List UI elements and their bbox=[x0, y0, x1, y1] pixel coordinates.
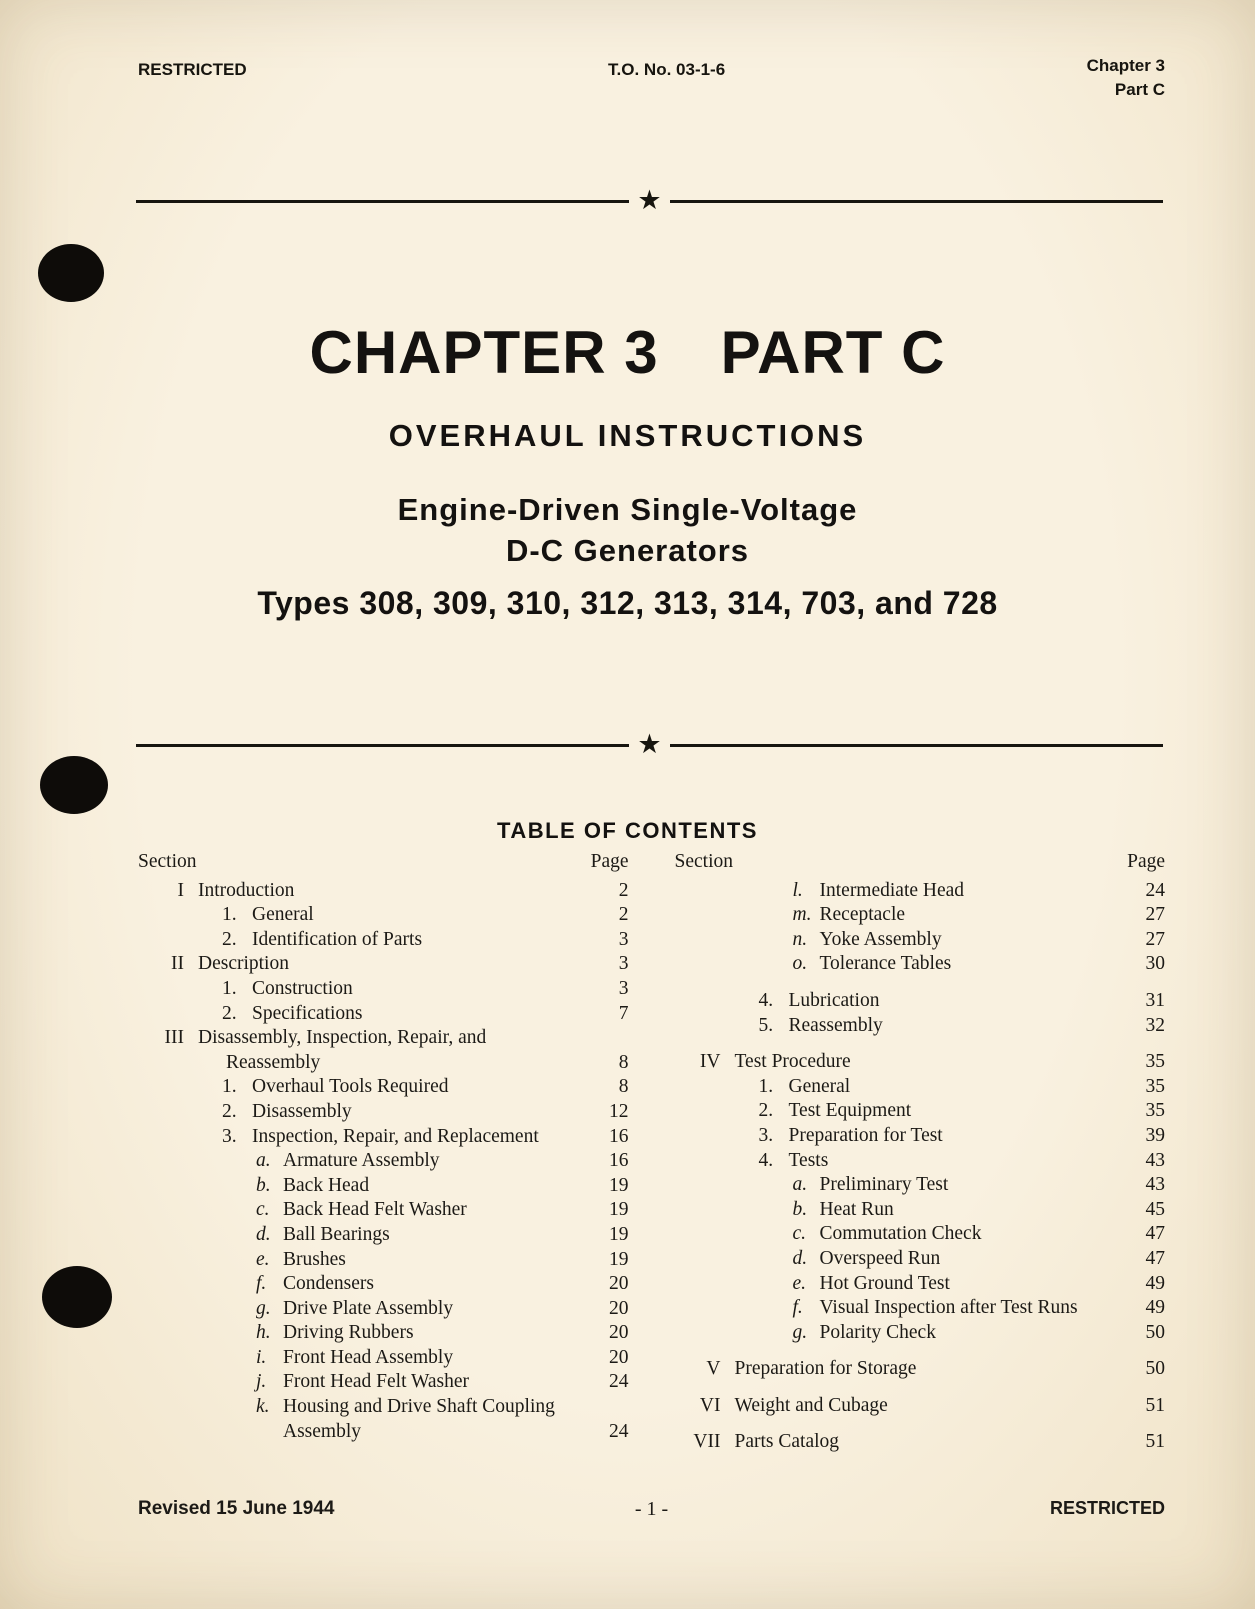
toc-entry-page: 2 bbox=[618, 879, 629, 901]
toc-entry-page: 20 bbox=[609, 1273, 629, 1295]
toc-entry-page: 35 bbox=[1145, 1051, 1165, 1073]
toc-entry-page: 20 bbox=[609, 1297, 629, 1319]
toc-entry-page: 35 bbox=[1145, 1075, 1165, 1097]
toc-entry-number: I bbox=[177, 879, 184, 901]
toc-entry-number: b. bbox=[792, 1198, 808, 1220]
punch-hole bbox=[40, 756, 108, 814]
toc-entry bbox=[675, 989, 1166, 1014]
toc-section-header: Section bbox=[138, 851, 197, 872]
toc-entry bbox=[138, 1395, 629, 1420]
toc-entry bbox=[675, 1321, 1166, 1346]
chapter-title-left: CHAPTER 3 bbox=[309, 319, 659, 386]
toc-entry-number: 3. bbox=[758, 1124, 774, 1146]
toc-entry-number: 3. bbox=[222, 1125, 237, 1147]
toc-entry-label: Preparation for Storage bbox=[734, 1358, 917, 1380]
toc-entry-number: h. bbox=[256, 1322, 271, 1344]
toc-entry-number: g. bbox=[256, 1297, 271, 1319]
toc-entry bbox=[138, 903, 629, 928]
toc-entry-page: 19 bbox=[609, 1199, 629, 1221]
toc-entry-number: c. bbox=[256, 1199, 270, 1221]
divider-middle bbox=[136, 729, 1163, 759]
toc-entry bbox=[138, 1075, 629, 1100]
toc-entry bbox=[675, 1099, 1166, 1124]
toc-entry bbox=[675, 1272, 1166, 1297]
equipment-title-line2: D-C Generators bbox=[505, 533, 750, 568]
toc-entry-label: Ball Bearings bbox=[283, 1223, 390, 1245]
toc-entry-label: Front Head Felt Washer bbox=[283, 1371, 469, 1393]
toc-entry-number: 1. bbox=[222, 1076, 237, 1098]
toc-entry bbox=[138, 1026, 629, 1051]
toc-entry-label: Tolerance Tables bbox=[819, 953, 952, 975]
toc-entry bbox=[138, 1272, 629, 1297]
chapter-title bbox=[0, 318, 1255, 387]
footer-page-number: - 1 - bbox=[634, 1498, 669, 1520]
toc-entry-label: General bbox=[252, 904, 314, 926]
toc-entry-page: 24 bbox=[609, 1420, 629, 1442]
toc-entry-page: 51 bbox=[1145, 1394, 1165, 1416]
page-footer bbox=[138, 1498, 1165, 1520]
toc-section-header: Section bbox=[674, 851, 733, 872]
toc-entry-page: 27 bbox=[1145, 928, 1165, 950]
toc-entry-label: Housing and Drive Shaft Coupling bbox=[283, 1396, 555, 1418]
page-header bbox=[138, 56, 1165, 102]
toc-entry-label: General bbox=[788, 1075, 851, 1097]
equipment-types-line: Types 308, 309, 310, 312, 313, 314, 703, and 728 bbox=[257, 585, 998, 621]
toc-entry-number: 4. bbox=[758, 989, 774, 1011]
toc-entry-page: 19 bbox=[609, 1174, 629, 1196]
toc-entry-label: Assembly bbox=[283, 1420, 361, 1442]
header-chapter-ref bbox=[1087, 54, 1165, 102]
toc-entry bbox=[138, 1223, 629, 1248]
toc-entry-page: 16 bbox=[609, 1150, 629, 1172]
toc-entry-label: Front Head Assembly bbox=[283, 1346, 454, 1368]
header-part: Part C bbox=[1114, 80, 1165, 99]
toc-entry bbox=[138, 1174, 629, 1199]
toc-entry-number: VII bbox=[693, 1431, 721, 1453]
toc-entry-number: 2. bbox=[758, 1100, 774, 1122]
toc-entry-page: 45 bbox=[1145, 1198, 1165, 1220]
toc-entry-label: Reassembly bbox=[226, 1051, 321, 1073]
toc-entry-number: i. bbox=[256, 1346, 267, 1368]
toc-page-header: Page bbox=[1127, 851, 1165, 872]
toc-entry-page: 7 bbox=[618, 1002, 629, 1024]
toc-entry-label: Back Head Felt Washer bbox=[283, 1199, 467, 1221]
toc-heading: TABLE OF CONTENTS bbox=[497, 818, 758, 843]
toc-entry bbox=[138, 1149, 629, 1174]
toc-entry-number: g. bbox=[792, 1321, 808, 1343]
toc-entry bbox=[138, 928, 629, 953]
toc-entry-label: Preparation for Test bbox=[788, 1124, 943, 1146]
toc-entry-number: 2. bbox=[222, 928, 237, 950]
rule-line bbox=[670, 744, 1163, 747]
toc-entry-number: d. bbox=[792, 1247, 808, 1269]
toc-entry-number: n. bbox=[792, 928, 808, 950]
toc-entry-number: V bbox=[706, 1358, 721, 1380]
toc-entry-label: Lubrication bbox=[788, 989, 880, 1011]
toc-entry-page: 31 bbox=[1145, 989, 1165, 1011]
toc-entry-label: Hot Ground Test bbox=[819, 1272, 950, 1294]
toc-entry-page: 3 bbox=[618, 953, 629, 975]
toc-entry-label: Brushes bbox=[283, 1248, 346, 1270]
toc-entry bbox=[138, 1346, 629, 1371]
toc-entry-page: 30 bbox=[1145, 953, 1165, 975]
toc-entry-label: Reassembly bbox=[788, 1014, 883, 1036]
table-of-contents bbox=[138, 850, 1165, 1455]
toc-entry-label: Construction bbox=[252, 977, 353, 999]
toc-entry-page: 19 bbox=[609, 1248, 629, 1270]
toc-page-header: Page bbox=[590, 851, 629, 872]
header-chapter: Chapter 3 bbox=[1086, 56, 1165, 75]
toc-left-rows bbox=[138, 879, 629, 1445]
toc-entry-page: 24 bbox=[1145, 879, 1165, 901]
toc-entry-page: 3 bbox=[618, 928, 629, 950]
toc-entry-page: 50 bbox=[1145, 1358, 1165, 1380]
toc-entry bbox=[675, 879, 1166, 904]
toc-entry-label: Armature Assembly bbox=[283, 1150, 440, 1172]
toc-entry-number: 1. bbox=[222, 977, 237, 999]
toc-entry-number: o. bbox=[792, 953, 808, 975]
toc-entry bbox=[675, 928, 1166, 953]
toc-entry-label: Visual Inspection after Test Runs bbox=[819, 1297, 1078, 1319]
toc-entry bbox=[138, 1051, 629, 1076]
toc-entry bbox=[675, 1430, 1166, 1455]
toc-entry-number: e. bbox=[792, 1272, 807, 1294]
toc-entry-label: Polarity Check bbox=[819, 1321, 936, 1343]
toc-entry-page: 8 bbox=[618, 1051, 629, 1073]
toc-entry bbox=[675, 903, 1166, 928]
toc-entry-page: 12 bbox=[609, 1100, 629, 1122]
toc-entry-number: f. bbox=[256, 1273, 267, 1295]
toc-entry bbox=[675, 1124, 1166, 1149]
toc-entry bbox=[675, 1198, 1166, 1223]
toc-column-header bbox=[675, 850, 1166, 875]
toc-entry bbox=[138, 1100, 629, 1125]
toc-entry-page: 43 bbox=[1145, 1149, 1165, 1171]
toc-entry-label: Heat Run bbox=[819, 1198, 894, 1220]
footer-revision-date: Revised 15 June 1944 bbox=[138, 1498, 335, 1519]
toc-entry-label: Back Head bbox=[283, 1174, 370, 1196]
toc-entry-page: 3 bbox=[618, 977, 629, 999]
toc-entry-number: m. bbox=[792, 904, 812, 926]
toc-entry-label: Disassembly bbox=[252, 1100, 352, 1122]
toc-entry bbox=[138, 977, 629, 1002]
toc-entry-page: 27 bbox=[1145, 904, 1165, 926]
document-subtitle: OVERHAUL INSTRUCTIONS bbox=[388, 418, 867, 453]
punch-hole bbox=[38, 244, 104, 302]
footer-classification: RESTRICTED bbox=[1049, 1498, 1165, 1518]
toc-entry-number: VI bbox=[699, 1394, 721, 1416]
header-classification: RESTRICTED bbox=[138, 60, 247, 79]
toc-entry-number: d. bbox=[256, 1223, 271, 1245]
toc-entry-label: Intermediate Head bbox=[819, 879, 965, 901]
toc-entry-label: Condensers bbox=[283, 1273, 374, 1295]
toc-entry-page: 8 bbox=[618, 1076, 629, 1098]
toc-entry-number: j. bbox=[256, 1371, 267, 1393]
toc-entry-number: k. bbox=[256, 1396, 270, 1418]
toc-entry-label: Tests bbox=[788, 1149, 829, 1171]
toc-entry-label: Overspeed Run bbox=[819, 1247, 941, 1269]
toc-entry bbox=[138, 879, 629, 904]
toc-entry-page: 2 bbox=[618, 904, 629, 926]
toc-entry-number: b. bbox=[256, 1174, 271, 1196]
toc-entry bbox=[138, 1125, 629, 1150]
toc-entry-number: 2. bbox=[222, 1002, 237, 1024]
toc-entry bbox=[675, 1247, 1166, 1272]
header-to-number: T.O. No. 03-1-6 bbox=[608, 60, 726, 79]
toc-entry-page: 47 bbox=[1145, 1247, 1165, 1269]
rule-line bbox=[136, 200, 629, 203]
equipment-title-line1: Engine-Driven Single-Voltage bbox=[397, 492, 858, 527]
toc-entry-page: 49 bbox=[1145, 1297, 1165, 1319]
toc-entry bbox=[675, 1222, 1166, 1247]
toc-entry-number: 4. bbox=[758, 1149, 774, 1171]
toc-entry bbox=[138, 952, 629, 977]
toc-entry bbox=[675, 1075, 1166, 1100]
toc-entry-label: Test Procedure bbox=[734, 1051, 851, 1073]
toc-entry bbox=[675, 1296, 1166, 1321]
toc-entry-page: 47 bbox=[1145, 1223, 1165, 1245]
toc-entry-label: Overhaul Tools Required bbox=[252, 1076, 449, 1098]
toc-entry-page: 19 bbox=[609, 1223, 629, 1245]
toc-entry-label: Commutation Check bbox=[819, 1223, 982, 1245]
toc-entry-number: 5. bbox=[758, 1014, 774, 1036]
toc-entry-page: 32 bbox=[1145, 1014, 1165, 1036]
toc-entry-label: Drive Plate Assembly bbox=[283, 1297, 454, 1319]
toc-entry bbox=[675, 1149, 1166, 1174]
toc-entry bbox=[138, 1198, 629, 1223]
toc-entry-label: Description bbox=[198, 953, 289, 975]
toc-entry-label: Test Equipment bbox=[788, 1100, 912, 1122]
toc-entry-label: Receptacle bbox=[819, 904, 906, 926]
toc-entry-number: f. bbox=[792, 1297, 803, 1319]
toc-entry-label: Driving Rubbers bbox=[283, 1322, 414, 1344]
toc-right-column bbox=[675, 850, 1166, 1455]
toc-entry-label: Identification of Parts bbox=[252, 928, 423, 950]
toc-entry bbox=[138, 1002, 629, 1027]
toc-entry-page: 43 bbox=[1145, 1174, 1165, 1196]
star-icon: ★ bbox=[637, 185, 662, 215]
toc-entry bbox=[675, 1394, 1166, 1419]
toc-entry-number: 1. bbox=[758, 1075, 774, 1097]
toc-entry-label: Disassembly, Inspection, Repair, and bbox=[198, 1027, 487, 1049]
toc-entry-number: 2. bbox=[222, 1100, 237, 1122]
toc-entry-number: c. bbox=[792, 1223, 807, 1245]
toc-entry bbox=[675, 1173, 1166, 1198]
toc-right-rows bbox=[675, 879, 1166, 1455]
toc-entry-label: Preliminary Test bbox=[819, 1174, 949, 1196]
toc-entry-label: Inspection, Repair, and Replacement bbox=[252, 1125, 539, 1147]
toc-entry bbox=[675, 1357, 1166, 1382]
toc-entry-number: l. bbox=[792, 879, 803, 901]
toc-entry-number: IV bbox=[699, 1051, 721, 1073]
toc-entry bbox=[675, 1050, 1166, 1075]
rule-line bbox=[670, 200, 1163, 203]
toc-entry-page: 16 bbox=[609, 1125, 629, 1147]
toc-entry-label: Specifications bbox=[252, 1002, 363, 1024]
toc-entry bbox=[138, 1370, 629, 1395]
divider-top bbox=[136, 185, 1163, 215]
toc-entry-page: 20 bbox=[609, 1346, 629, 1368]
toc-entry-label: Yoke Assembly bbox=[819, 928, 942, 950]
rule-line bbox=[136, 744, 629, 747]
toc-entry bbox=[675, 952, 1166, 977]
toc-entry bbox=[138, 1321, 629, 1346]
toc-entry-label: Parts Catalog bbox=[734, 1431, 840, 1453]
star-icon: ★ bbox=[637, 729, 662, 759]
toc-entry-number: II bbox=[171, 953, 184, 975]
toc-entry-label: Introduction bbox=[198, 879, 295, 901]
toc-entry-page: 50 bbox=[1145, 1321, 1165, 1343]
chapter-title-right: PART C bbox=[720, 319, 946, 386]
toc-entry-number: e. bbox=[256, 1248, 270, 1270]
toc-entry-page: 49 bbox=[1145, 1272, 1165, 1294]
toc-entry bbox=[138, 1248, 629, 1273]
toc-entry-page: 24 bbox=[609, 1371, 629, 1393]
toc-entry bbox=[675, 1014, 1166, 1039]
toc-left-column bbox=[138, 850, 629, 1455]
toc-entry bbox=[138, 1420, 629, 1445]
toc-entry-page: 35 bbox=[1145, 1100, 1165, 1122]
punch-hole bbox=[42, 1266, 112, 1328]
toc-entry bbox=[138, 1297, 629, 1322]
toc-entry-number: a. bbox=[256, 1150, 271, 1172]
toc-column-header bbox=[138, 850, 629, 875]
toc-entry-page: 51 bbox=[1145, 1431, 1165, 1453]
toc-entry-page: 20 bbox=[609, 1322, 629, 1344]
toc-entry-number: 1. bbox=[222, 904, 237, 926]
toc-entry-number: a. bbox=[792, 1174, 808, 1196]
toc-entry-number: III bbox=[164, 1027, 184, 1049]
toc-entry-page: 39 bbox=[1145, 1124, 1165, 1146]
toc-entry-label: Weight and Cubage bbox=[734, 1394, 888, 1416]
